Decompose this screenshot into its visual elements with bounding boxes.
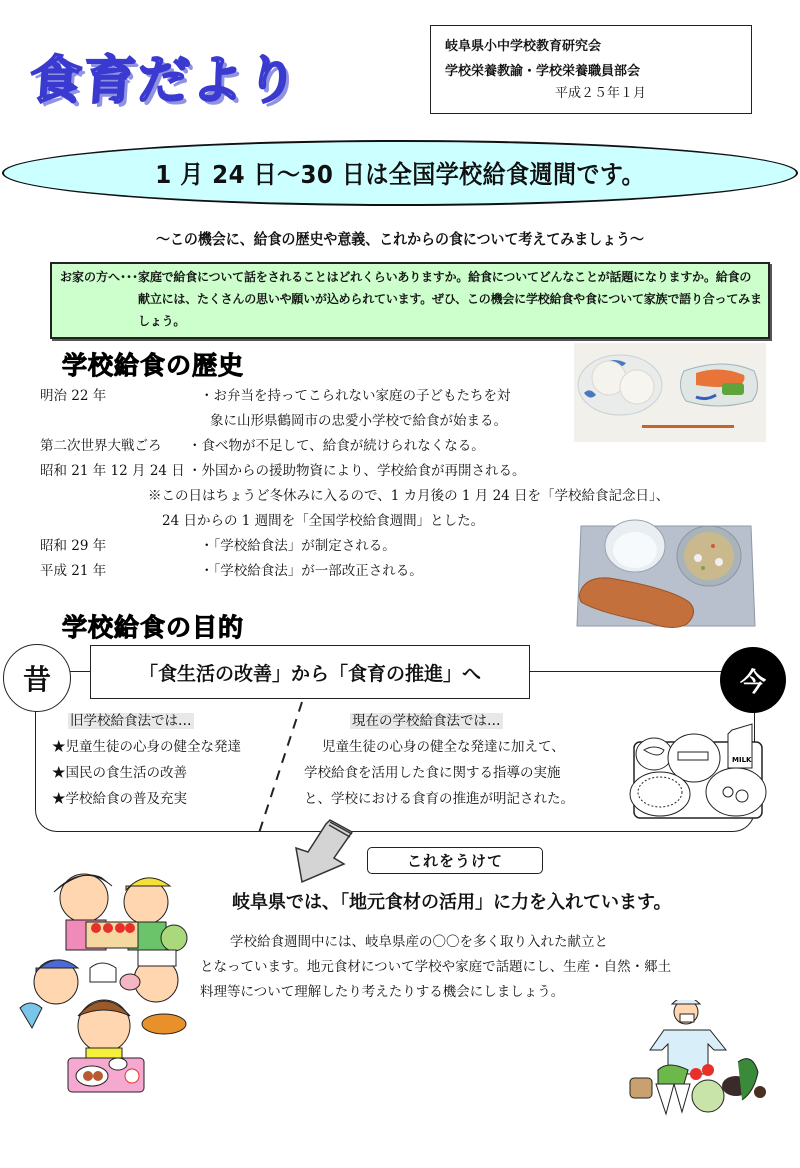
subtitle: ～この機会に、給食の歴史や意義、これからの食について考えてみましょう～ — [156, 230, 644, 248]
headline-banner — [2, 140, 798, 206]
old-law-item: ★学校給食の普及充実 — [52, 791, 187, 807]
newsletter-logo-title: 食育だより — [27, 51, 302, 111]
timeline-era: 明治 22 年 — [40, 388, 107, 404]
timeline-event: ・食べ物が不足して、給食が続けられなくなる。 — [188, 438, 485, 454]
family-note-body: 家庭で給食について話をされることはどれくらいありますか。給食についてどんなことが話題になりますか。給食の献立には、たくさんの思いや願いが込められています。ぜひ、この機会に学校給食や食について家族で語り合ってみましょう。 — [138, 270, 762, 328]
timeline-era: 第二次世界大戦ごろ — [40, 438, 162, 454]
timeline-era: 昭和 21 年 12 月 24 日 — [40, 463, 185, 479]
family-note-lead: お家の方へ･･･ — [60, 270, 139, 284]
old-law-title: 旧学校給食法では… — [70, 713, 192, 729]
transition-label: これをうけて — [406, 852, 503, 870]
timeline-note: ※この日はちょうど冬休みに入るので、1 カ月後の 1 月 24 日を「学校給食記念日」、 — [148, 488, 670, 504]
history-timeline — [40, 384, 670, 584]
purpose-slogan-box — [90, 645, 530, 699]
timeline-row — [40, 484, 670, 509]
purpose-slogan: 「食生活の改善」から「食育の推進」へ — [138, 662, 481, 685]
down-arrow-icon — [282, 818, 362, 884]
history-heading: 学校給食の歴史 — [62, 351, 245, 380]
new-law-title: 現在の学校給食法では… — [352, 713, 501, 729]
present-circle-badge: 今 — [720, 647, 786, 713]
timeline-event: ・「学校給食法」が制定される。 — [200, 538, 396, 554]
gifu-body-line: 学校給食週間中には、岐阜県産の〇〇を多く取り入れた献立と — [230, 934, 608, 950]
early-school-lunch-photo — [574, 343, 766, 442]
connector-line — [530, 671, 722, 672]
new-law-column — [304, 708, 574, 812]
timeline-era: 昭和 29 年 — [40, 538, 107, 554]
gifu-body-line: 料理等について理解したり考えたりする機会にしましょう。 — [200, 984, 565, 1000]
timeline-event: ・外国からの援助物資により、学校給食が再開される。 — [188, 463, 526, 479]
timeline-note: 24 日からの 1 週間を「全国学校給食週間」とした。 — [162, 513, 485, 529]
timeline-row — [40, 434, 600, 459]
lunch-tray-illustration — [626, 722, 772, 822]
timeline-event: 象に山形県鶴岡市の忠愛小学校で給食が始まる。 — [210, 413, 507, 429]
new-law-line: 児童生徒の心身の健全な発達に加えて、 — [322, 739, 565, 755]
headline-text: 1 月 24 日～30 日は全国学校給食週間です。 — [155, 160, 645, 189]
timeline-row — [40, 534, 600, 559]
timeline-row — [40, 459, 600, 484]
connector-line — [70, 671, 92, 672]
milk-carton-label: MILK — [732, 756, 752, 764]
old-law-column — [52, 708, 241, 812]
old-law-item: ★児童生徒の心身の健全な発達 — [52, 739, 241, 755]
timeline-row — [40, 509, 600, 534]
timeline-event: ・お弁当を持ってこられない家庭の子どもたちを対 — [200, 388, 511, 404]
transition-label-box — [367, 847, 543, 874]
timeline-row — [40, 559, 600, 584]
farmer-vegetables-illustration — [624, 1000, 784, 1120]
org-name: 岐阜県小中学校教育研究会 — [445, 39, 602, 54]
old-law-item: ★国民の食生活の改善 — [52, 765, 187, 781]
timeline-era: 平成 21 年 — [40, 563, 107, 579]
family-note-box — [50, 262, 770, 339]
past-circle-badge: 昔 — [3, 644, 71, 712]
organization-box — [430, 25, 752, 114]
timeline-event: ・「学校給食法」が一部改正される。 — [200, 563, 423, 579]
gifu-headline: 岐阜県では、「地元食材の活用」に力を入れています。 — [232, 892, 672, 913]
new-law-line: 学校給食を活用した食に関する指導の実施 — [304, 765, 561, 781]
postwar-school-lunch-photo — [573, 518, 760, 638]
issue-date: 平成２５年１月 — [555, 86, 647, 101]
purpose-heading: 学校給食の目的 — [62, 613, 245, 642]
gifu-body-line: となっています。地元食材について学校や家庭で話題にし、生産・自然・郷土 — [200, 959, 672, 975]
timeline-row — [40, 384, 600, 409]
new-law-line: と、学校における食育の推進が明記された。 — [304, 791, 574, 807]
gifu-body — [200, 930, 770, 1005]
timeline-row — [40, 409, 600, 434]
food-producers-illustration — [14, 858, 194, 1098]
org-department: 学校栄養教諭・学校栄養職員部会 — [445, 64, 641, 79]
